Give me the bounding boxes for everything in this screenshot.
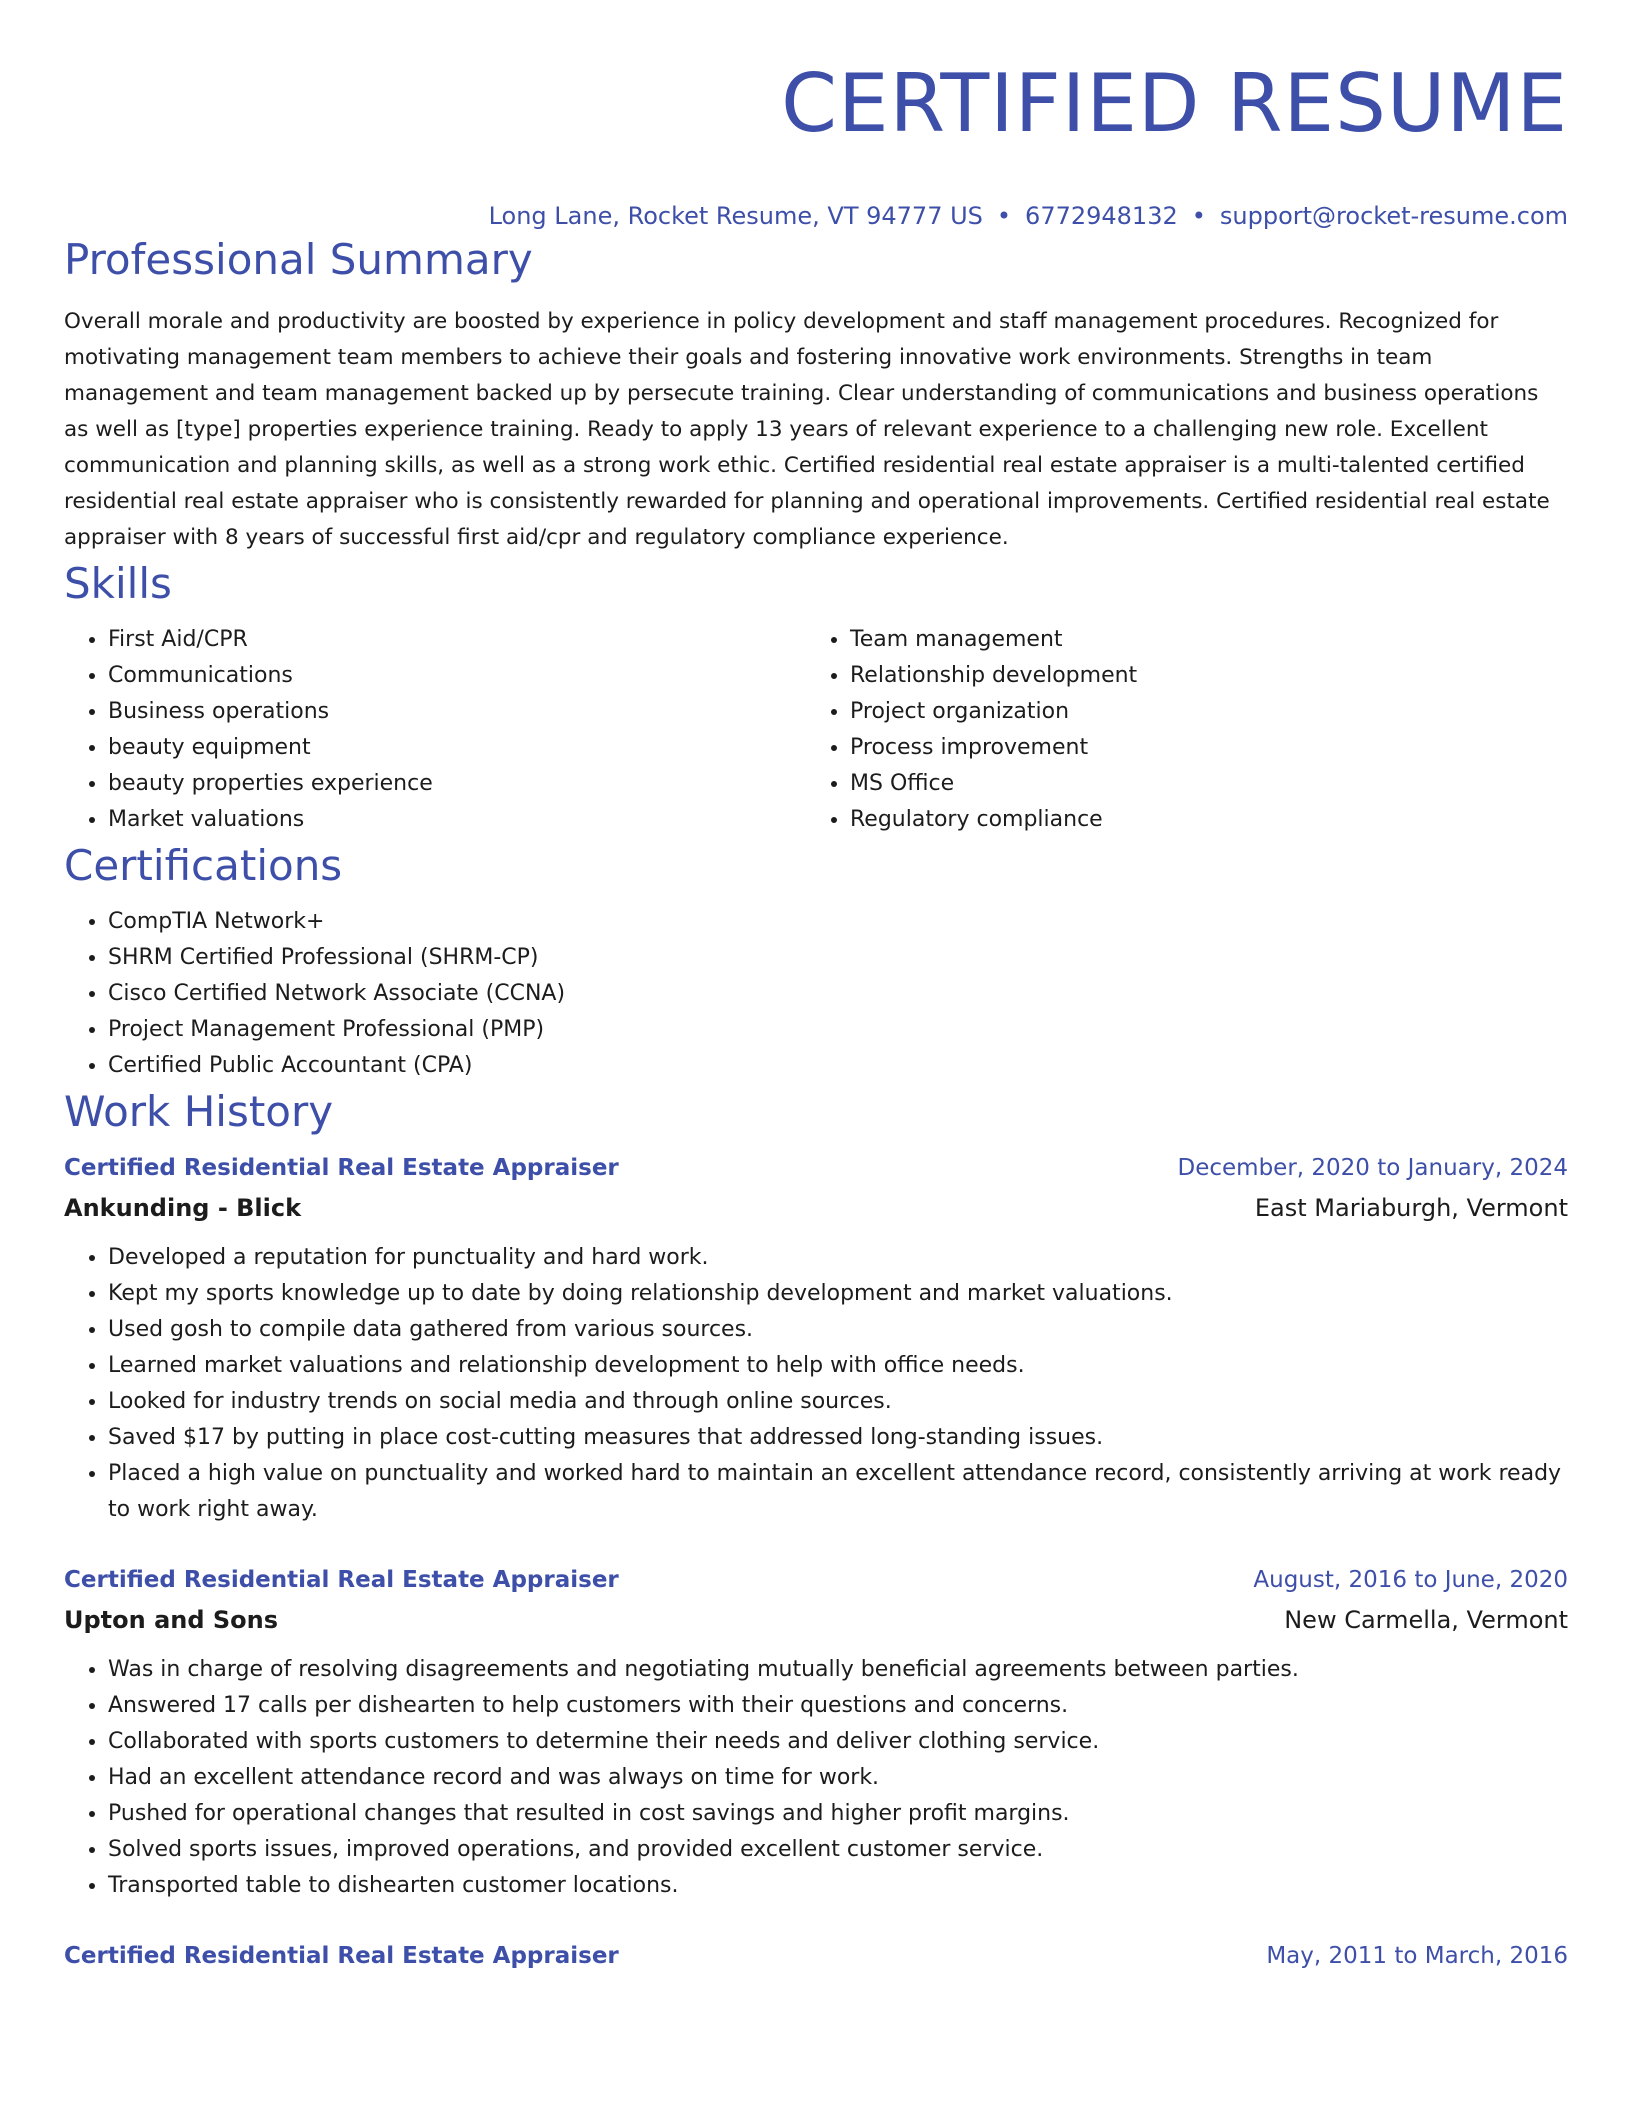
list-item: • Looked for industry trends on social media and through online sources. (108, 1384, 1568, 1420)
list-item: • Market valuations (108, 802, 806, 838)
list-item: • Team management (850, 622, 1548, 658)
contact-address: Long Lane, Rocket Resume, VT 94777 US (488, 202, 983, 230)
job-dates: May, 2011 to March, 2016 (1266, 1943, 1568, 1969)
list-item: • Cisco Certified Network Associate (CCNA) (108, 976, 1568, 1012)
summary-text: Overall morale and productivity are boosted by experience in policy development and staff management procedures. Recognized for motivating management team members to achieve their goals and fostering innovative work environments. Strengths in team management and team management backed up by persecute training. Clear understanding of communications and business operations as well as [type] properties experience training. Ready to apply 13 years of relevant experience to a challenging new role. Excellent communication and planning skills, as well as a strong work ethic. Certified residential real estate appraiser is a multi-talented certified residential real estate appraiser who is consistently rewarded for planning and operational improvements. Certified residential real estate appraiser with 8 years of successful first aid/cpr and regulatory compliance experience. (64, 309, 1550, 550)
section-title-summary: Professional Summary (64, 235, 533, 284)
skills-section (64, 556, 1568, 838)
work-history-section (64, 1084, 1568, 1974)
certifications-list (64, 904, 1568, 1084)
contact-phone: 6772948132 (1025, 202, 1178, 230)
list-item: • SHRM Certified Professional (SHRM-CP) (108, 940, 1568, 976)
job-title-row (64, 1150, 1568, 1186)
skills-list-right (806, 622, 1548, 838)
contact-separator: • (1191, 202, 1206, 230)
job-entry (64, 1562, 1568, 1904)
resume-name: CERTIFIED RESUME (781, 57, 1568, 150)
job-company-row (64, 1602, 1568, 1638)
summary-section (64, 232, 1568, 556)
job-position: Certified Residential Real Estate Appraiser (64, 1943, 619, 1969)
list-item: • beauty equipment (108, 730, 806, 766)
job-bullets (64, 1652, 1568, 1904)
list-item: • Learned market valuations and relationship development to help with office needs. (108, 1348, 1568, 1384)
list-item: • Project Management Professional (PMP) (108, 1012, 1568, 1048)
job-title-row (64, 1938, 1568, 1974)
list-item: • Was in charge of resolving disagreements and negotiating mutually beneficial agreements between parties. (108, 1652, 1568, 1688)
job-location: New Carmella, Vermont (1284, 1606, 1568, 1634)
list-item: • Process improvement (850, 730, 1548, 766)
job-company: Upton and Sons (64, 1606, 279, 1634)
job-dates: December, 2020 to January, 2024 (1177, 1155, 1568, 1181)
list-item: • MS Office (850, 766, 1548, 802)
list-item: • Transported table to dishearten customer locations. (108, 1868, 1568, 1904)
list-item: • Developed a reputation for punctuality and hard work. (108, 1240, 1568, 1276)
resume-header (64, 0, 1568, 232)
list-item: • Solved sports issues, improved operations, and provided excellent customer service. (108, 1832, 1568, 1868)
list-item: • Relationship development (850, 658, 1548, 694)
job-location: East Mariaburgh, Vermont (1254, 1194, 1568, 1222)
section-title-skills: Skills (64, 559, 172, 608)
list-item: • Placed a high value on punctuality and worked hard to maintain an excellent attendance record, consistently arriving at work ready to work right away. (108, 1456, 1568, 1528)
skills-list-left (64, 622, 806, 838)
contact-separator: • (996, 202, 1012, 230)
list-item: • Regulatory compliance (850, 802, 1548, 838)
list-item: • Had an excellent attendance record and was always on time for work. (108, 1760, 1568, 1796)
certifications-section (64, 838, 1568, 1084)
resume-page (64, 0, 1568, 1974)
job-entry (64, 1938, 1568, 1974)
job-company-row (64, 1190, 1568, 1226)
jobs-list (64, 1150, 1568, 1974)
list-item: • Project organization (850, 694, 1548, 730)
list-item: • Used gosh to compile data gathered from various sources. (108, 1312, 1568, 1348)
list-item: • Saved $17 by putting in place cost-cutting measures that addressed long-standing issues. (108, 1420, 1568, 1456)
list-item: • Kept my sports knowledge up to date by doing relationship development and market valuations. (108, 1276, 1568, 1312)
contact-line (64, 200, 1568, 232)
job-position: Certified Residential Real Estate Appraiser (64, 1567, 619, 1593)
list-item: • Business operations (108, 694, 806, 730)
section-title-work-history: Work History (64, 1087, 334, 1136)
list-item: • beauty properties experience (108, 766, 806, 802)
section-title-certifications: Certifications (64, 841, 343, 890)
job-dates: August, 2016 to June, 2020 (1253, 1567, 1568, 1593)
job-title-row (64, 1562, 1568, 1598)
list-item: • Pushed for operational changes that resulted in cost savings and higher profit margins. (108, 1796, 1568, 1832)
list-item: • Communications (108, 658, 806, 694)
list-item: • First Aid/CPR (108, 622, 806, 658)
list-item: • CompTIA Network+ (108, 904, 1568, 940)
job-company: Ankunding - Blick (64, 1194, 302, 1222)
skills-columns (64, 622, 1568, 838)
list-item: • Collaborated with sports customers to determine their needs and deliver clothing service. (108, 1724, 1568, 1760)
job-position: Certified Residential Real Estate Appraiser (64, 1155, 619, 1181)
contact-email: support@rocket-resume.com (1219, 202, 1568, 230)
list-item: • Answered 17 calls per dishearten to help customers with their questions and concerns. (108, 1688, 1568, 1724)
job-entry (64, 1150, 1568, 1528)
job-bullets (64, 1240, 1568, 1528)
list-item: • Certified Public Accountant (CPA) (108, 1048, 1568, 1084)
